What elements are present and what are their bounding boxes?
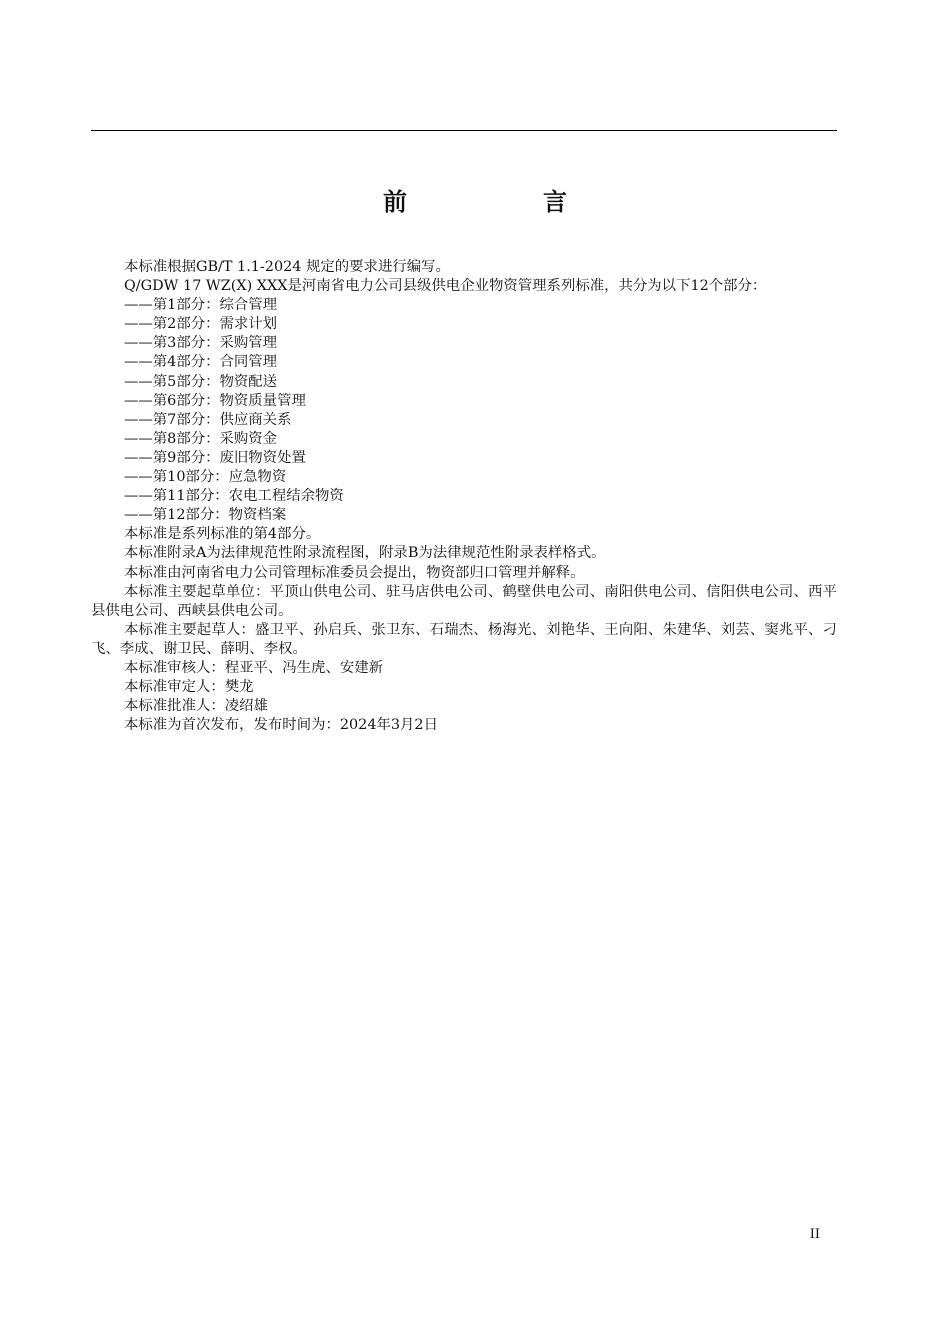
part-list-item: ——第9部分：废旧物资处置 [124,449,306,466]
document-body [91,258,837,735]
part-list-item: ——第6部分：物资质量管理 [124,392,306,409]
page-title: 前 言 [383,188,623,216]
part-list-item: ——第12部分：物资档案 [124,507,287,524]
part-list-item: ——第11部分：农电工程结余物资 [124,488,344,505]
drafting-units-paragraph: 本标准主要起草单位：平顶山供电公司、驻马店供电公司、鹤壁供电公司、南阳供电公司、信阳供电公司、西平县供电公司、西峡县供电公司。 [91,583,837,619]
reviewers-paragraph: 本标准审核人：程亚平、冯生虎、安建新 [124,659,384,676]
intro-paragraph: Q/GDW 17 WZ(X) XXX是河南省电力公司县级供电企业物资管理系列标准，共分为以下12个部分： [124,278,767,295]
closing-paragraph: 本标准由河南省电力公司管理标准委员会提出，物资部归口管理并解释。 [124,564,585,581]
approver-paragraph: 本标准审定人：樊龙 [124,679,254,696]
header-rule [91,130,837,131]
closing-paragraph: 本标准附录A为法律规范性附录流程图，附录B为法律规范性附录表样格式。 [124,545,606,562]
part-list-item: ——第5部分：物资配送 [124,373,278,390]
part-list-item: ——第7部分：供应商关系 [124,411,292,428]
drafters-paragraph: 本标准主要起草人：盛卫平、孙启兵、张卫东、石瑞杰、杨海光、刘艳华、王向阳、朱建华、刘芸、窦兆平、刁飞、李成、谢卫民、薛明、李权。 [91,621,837,657]
part-list-item: ——第8部分：采购资金 [124,430,278,447]
part-list-item: ——第3部分：采购管理 [124,335,278,352]
closing-paragraph: 本标准是系列标准的第4部分。 [124,526,321,543]
part-list-item: ——第10部分：应急物资 [124,469,287,486]
release-paragraph: 本标准为首次发布，发布时间为：2024年3月2日 [124,717,438,734]
part-list-item: ——第4部分：合同管理 [124,354,278,371]
intro-paragraph: 本标准根据GB/T 1.1-2024 规定的要求进行编写。 [124,259,450,275]
part-list-item: ——第1部分：综合管理 [124,297,278,314]
part-list-item: ——第2部分：需求计划 [124,316,278,333]
ratifier-paragraph: 本标准批准人：凌绍雄 [124,698,268,715]
page-number: II [809,1227,820,1242]
